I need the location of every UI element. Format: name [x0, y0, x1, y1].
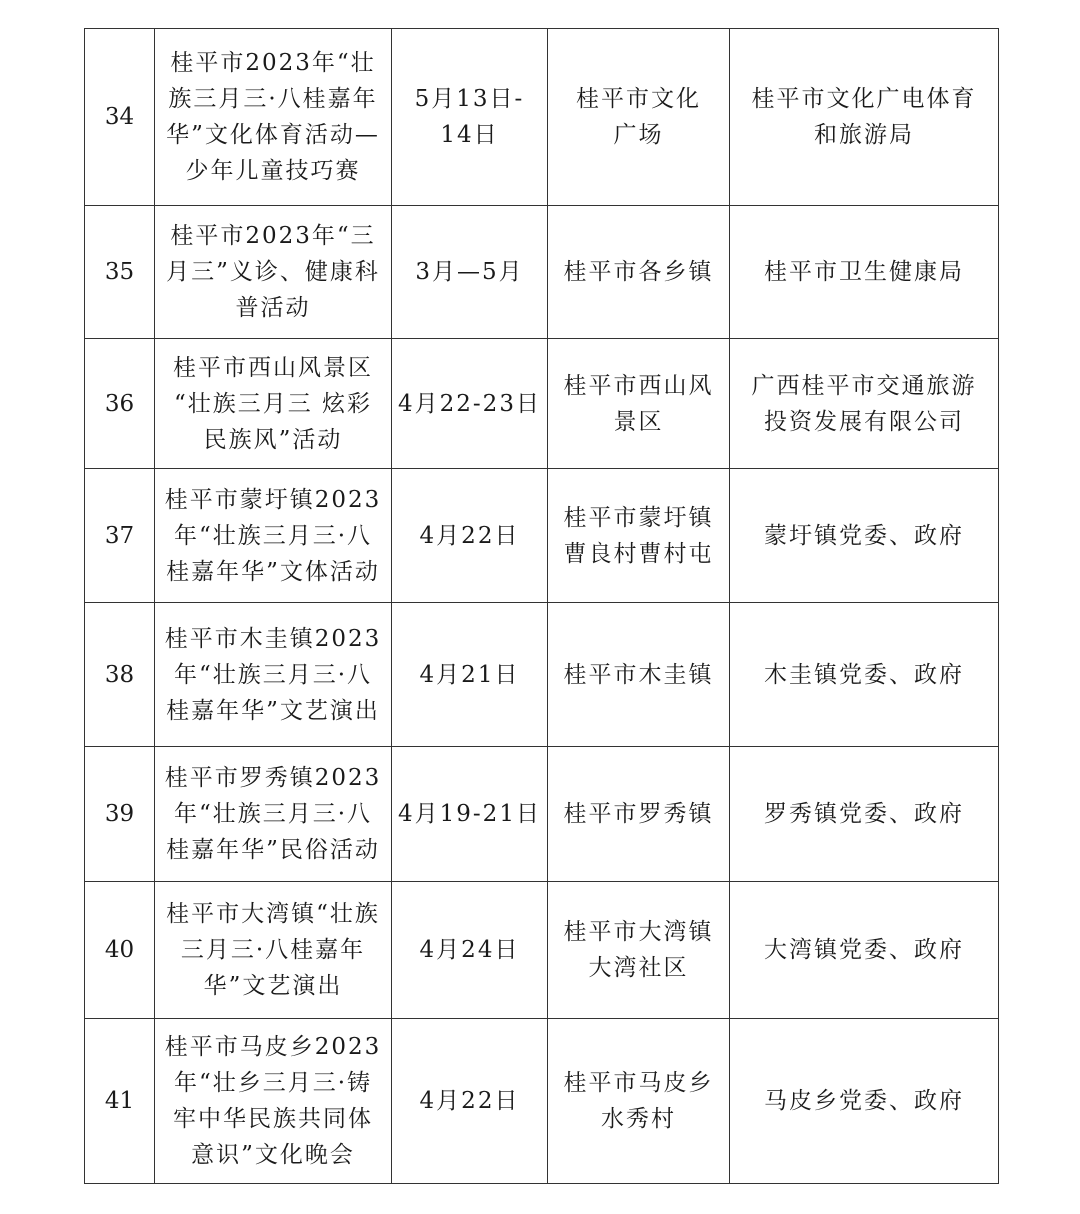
cell-line: 3月—5月	[415, 259, 524, 285]
table-row	[85, 882, 999, 1019]
table-row	[85, 29, 999, 206]
event-place-cell	[548, 29, 730, 206]
cell-line: 族三月三·八桂嘉年	[168, 86, 378, 112]
event-name-cell	[155, 747, 392, 882]
cell-line: 广场	[613, 122, 664, 148]
cell-line: 桂平市蒙圩镇	[563, 504, 714, 531]
cell-line: 桂平市马皮乡2023	[164, 1034, 382, 1060]
event-time-cell	[392, 882, 548, 1019]
cell-line: 桂嘉年华”文艺演出	[166, 697, 380, 724]
cell-line: 桂平市各乡镇	[563, 259, 714, 285]
row-number-cell: 39	[85, 747, 155, 882]
cell-line: 少年儿童技巧赛	[185, 158, 361, 184]
event-place-cell	[548, 747, 730, 882]
cell-line: 月三”义诊、健康科	[166, 259, 380, 285]
event-place-cell	[548, 882, 730, 1019]
cell-line: 投资发展有限公司	[764, 408, 964, 435]
event-place-cell	[548, 1019, 730, 1184]
event-time-cell	[392, 29, 548, 206]
cell-line: 桂平市蒙圩镇2023	[164, 486, 382, 513]
event-name-cell	[155, 469, 392, 603]
cell-line: 桂平市木圭镇	[563, 661, 714, 688]
event-time-cell	[392, 206, 548, 339]
event-organizer-cell	[730, 1019, 999, 1184]
cell-line: 4月21日	[419, 661, 520, 688]
event-name-cell	[155, 882, 392, 1019]
cell-line: 桂平市罗秀镇	[563, 801, 714, 827]
table-row	[85, 1019, 999, 1184]
event-name-cell	[155, 1019, 392, 1184]
event-place-cell	[548, 339, 730, 469]
cell-line: 桂平市西山风景区	[173, 354, 373, 381]
event-time-cell	[392, 603, 548, 747]
cell-line: 蒙圩镇党委、政府	[764, 522, 964, 549]
event-place-cell	[548, 206, 730, 339]
event-place-cell	[548, 603, 730, 747]
cell-line: 5月13日-	[414, 86, 525, 112]
row-number-cell: 37	[85, 469, 155, 603]
cell-line: 4月24日	[419, 937, 520, 963]
cell-line: 罗秀镇党委、政府	[764, 801, 964, 827]
row-number-cell: 35	[85, 206, 155, 339]
cell-line: 华”文艺演出	[203, 973, 343, 999]
event-name-cell	[155, 29, 392, 206]
cell-line: “壮族三月三 炫彩	[173, 390, 373, 417]
cell-line: 意识”文化晚会	[191, 1142, 355, 1168]
cell-line: 水秀村	[601, 1106, 676, 1132]
cell-line: 民族风”活动	[203, 426, 343, 453]
event-organizer-cell	[730, 603, 999, 747]
cell-line: 大湾社区	[588, 955, 689, 981]
event-organizer-cell	[730, 882, 999, 1019]
cell-line: 4月22日	[419, 522, 520, 549]
event-time-cell	[392, 469, 548, 603]
table-body	[85, 29, 999, 1184]
table-row	[85, 206, 999, 339]
cell-line: 桂平市文化	[576, 86, 701, 112]
row-number-cell: 34	[85, 29, 155, 206]
event-time-cell	[392, 747, 548, 882]
table-row	[85, 603, 999, 747]
cell-line: 桂平市2023年“壮	[170, 50, 376, 76]
row-number-cell: 40	[85, 882, 155, 1019]
cell-line: 普活动	[235, 295, 311, 321]
events-table	[84, 28, 999, 1184]
table-row	[85, 747, 999, 882]
event-place-cell	[548, 469, 730, 603]
row-number-cell: 36	[85, 339, 155, 469]
row-number-cell: 41	[85, 1019, 155, 1184]
cell-line: 桂平市大湾镇	[563, 919, 714, 945]
event-organizer-cell	[730, 747, 999, 882]
event-name-cell	[155, 603, 392, 747]
cell-line: 桂平市罗秀镇2023	[164, 765, 382, 791]
cell-line: 和旅游局	[814, 122, 914, 148]
event-name-cell	[155, 339, 392, 469]
event-time-cell	[392, 339, 548, 469]
event-organizer-cell	[730, 339, 999, 469]
cell-line: 桂平市卫生健康局	[764, 259, 964, 285]
cell-line: 4月22日	[419, 1088, 520, 1114]
cell-line: 年“壮族三月三·八	[173, 661, 373, 688]
cell-line: 曹良村曹村屯	[563, 540, 714, 567]
cell-line: 4月22-23日	[398, 390, 541, 417]
cell-line: 桂平市木圭镇2023	[164, 625, 382, 652]
cell-line: 桂平市马皮乡	[563, 1070, 714, 1096]
cell-line: 桂嘉年华”民俗活动	[166, 837, 380, 863]
event-time-cell	[392, 1019, 548, 1184]
cell-line: 4月19-21日	[398, 801, 541, 827]
row-number-cell: 38	[85, 603, 155, 747]
cell-line: 桂平市文化广电体育	[751, 86, 977, 112]
cell-line: 年“壮族三月三·八	[173, 522, 373, 549]
event-organizer-cell	[730, 29, 999, 206]
cell-line: 华”文化体育活动—	[166, 122, 380, 148]
event-name-cell	[155, 206, 392, 339]
cell-line: 马皮乡党委、政府	[764, 1088, 964, 1114]
cell-line: 年“壮族三月三·八	[173, 801, 373, 827]
table-row	[85, 469, 999, 603]
cell-line: 景区	[613, 408, 664, 435]
cell-line: 牢中华民族共同体	[173, 1106, 373, 1132]
cell-line: 14日	[440, 122, 499, 148]
event-organizer-cell	[730, 469, 999, 603]
cell-line: 年“壮乡三月三·铸	[173, 1070, 373, 1096]
cell-line: 大湾镇党委、政府	[764, 937, 964, 963]
cell-line: 桂平市西山风	[563, 372, 714, 399]
cell-line: 桂嘉年华”文体活动	[166, 558, 380, 585]
cell-line: 桂平市大湾镇“壮族	[166, 901, 380, 927]
cell-line: 三月三·八桂嘉年	[180, 937, 366, 963]
cell-line: 木圭镇党委、政府	[764, 661, 964, 688]
cell-line: 桂平市2023年“三	[170, 223, 376, 249]
event-organizer-cell	[730, 206, 999, 339]
cell-line: 广西桂平市交通旅游	[751, 372, 977, 399]
table-row	[85, 339, 999, 469]
